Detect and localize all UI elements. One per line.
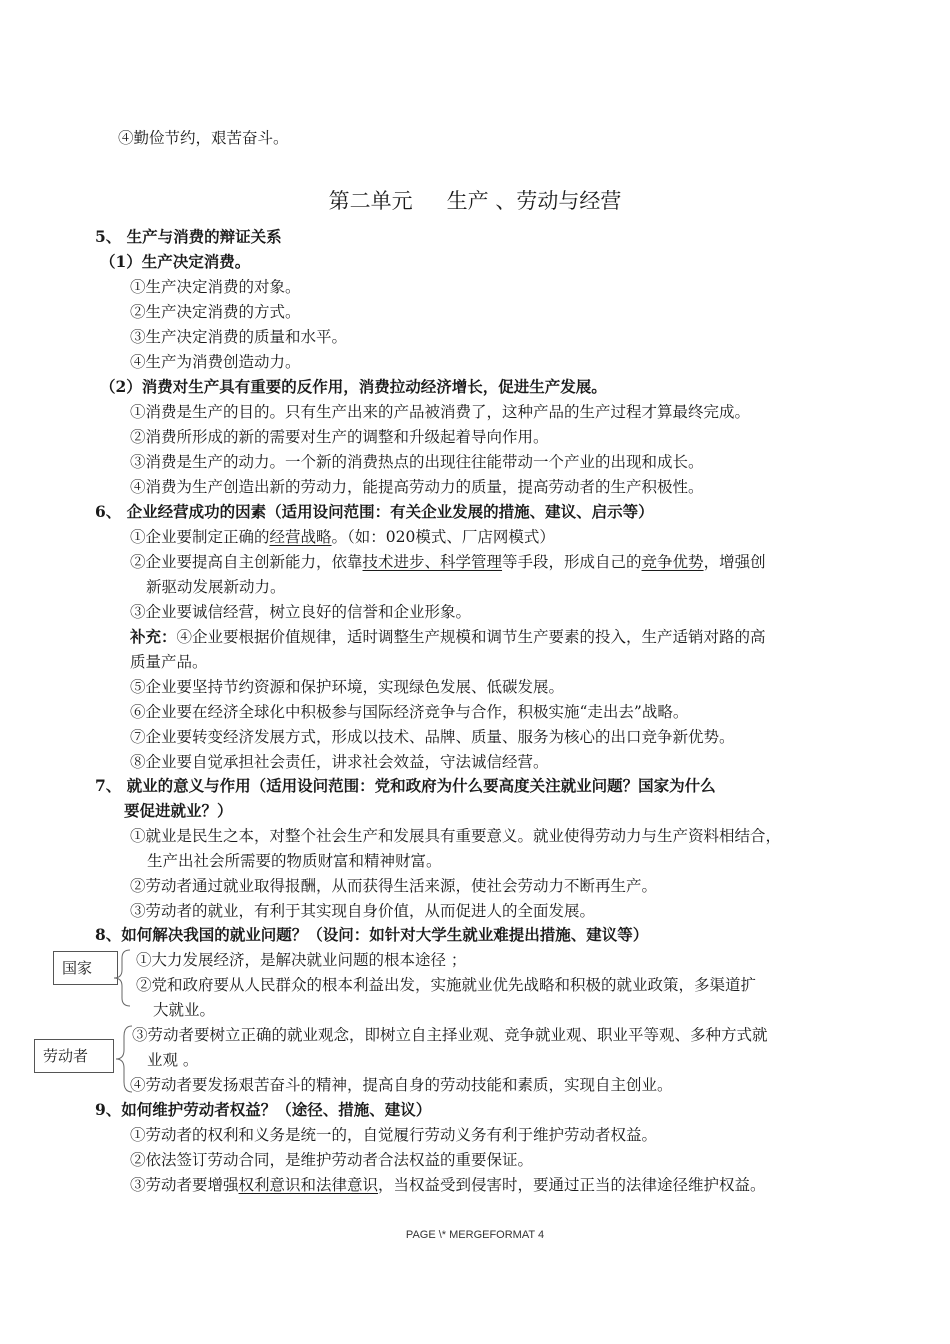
list-item: ②生产决定消费的方式。: [130, 303, 301, 321]
list-item: ④勤俭节约，艰苦奋斗。: [118, 129, 289, 147]
supplement-item: 补充：④企业要根据价值规律，适时调整生产规模和调节生产要素的投入，生产适销对路的高: [130, 627, 766, 646]
list-item-continuation: 新驱动发展新动力。: [146, 578, 286, 596]
underlined-term: 经营战略: [269, 528, 332, 546]
underlined-term: 权利意识和法律意识: [238, 1176, 379, 1194]
subheading: （1）生产决定消费。: [100, 252, 251, 271]
unit-number: 第二单元: [328, 189, 413, 213]
section-heading: 6、 企业经营成功的因素（适用设问范围：有关企业发展的措施、建议、启示等）: [95, 502, 654, 521]
section-heading-continuation: 要促进就业？）: [124, 801, 233, 820]
list-item: ②企业要提高自主创新能力，依靠技术进步、科学管理等手段，形成自己的竞争优势，增强创: [130, 553, 766, 571]
list-item-continuation: 质量产品。: [130, 653, 208, 671]
list-item: ①劳动者的权利和义务是统一的，自觉履行劳动义务有利于维护劳动者权益。: [130, 1126, 658, 1144]
underlined-term: 技术进步、科学管理: [362, 553, 503, 571]
list-item: ①大力发展经济，是解决就业问题的根本途径 ；: [136, 951, 467, 969]
list-item: ①就业是民生之本，对整个社会生产和发展具有重要意义。就业使得劳动力与生产资料相结合，: [130, 827, 782, 845]
list-item: ②依法签订劳动合同，是维护劳动者合法权益的重要保证。: [130, 1151, 534, 1169]
subheading: （2）消费对生产具有重要的反作用，消费拉动经济增长，促进生产发展。: [100, 377, 607, 396]
list-item: ③企业要诚信经营，树立良好的信誉和企业形象。: [130, 603, 472, 621]
list-item: ⑥企业要在经济全球化中积极参与国际经济竞争与合作，积极实施“走出去”战略。: [130, 703, 689, 721]
list-item-continuation: 生产出社会所需要的物质财富和精神财富。: [147, 852, 442, 870]
list-item: ⑧企业要自觉承担社会责任，讲求社会效益，守法诚信经营。: [130, 753, 549, 771]
section-heading: 9、如何维护劳动者权益？（途径、措施、建议）: [95, 1100, 432, 1119]
page-footer: PAGE \* MERGEFORMAT 4: [405, 1229, 545, 1241]
list-item: ④消费为生产创造出新的劳动力，能提高劳动力的质量，提高劳动者的生产积极性。: [130, 478, 704, 496]
list-item-continuation: 大就业。: [153, 1001, 216, 1019]
list-item: ⑦企业要转变经济发展方式，形成以技术、品牌、质量、服务为核心的出口竞争新优势。: [130, 728, 735, 746]
list-item: ①生产决定消费的对象。: [130, 278, 301, 296]
brace-country: [108, 948, 134, 1008]
list-item: ③消费是生产的动力。一个新的消费热点的出现往往能带动一个产业的出现和成长。: [130, 453, 704, 471]
list-item: ①企业要制定正确的经营战略。（如：020模式、厂店网模式）: [130, 528, 555, 546]
underlined-term: 竞争优势: [641, 553, 704, 571]
section-heading: 5、 生产与消费的辩证关系: [95, 227, 282, 246]
unit-name: 生产 、劳动与经营: [446, 189, 622, 213]
list-item: ③劳动者要增强权利意识和法律意识，当权益受到侵害时，要通过正当的法律途径维护权益。: [130, 1176, 766, 1194]
list-item: ③劳动者要树立正确的就业观念，即树立自主择业观、竞争就业观、职业平等观、多种方式就: [132, 1026, 768, 1044]
list-item: ⑤企业要坚持节约资源和保护环境，实现绿色发展、低碳发展。: [130, 678, 565, 696]
list-item: ③劳动者的就业，有利于其实现自身价值，从而促进人的全面发展。: [130, 902, 596, 920]
list-item: ②消费所形成的新的需要对生产的调整和升级起着导向作用。: [130, 428, 549, 446]
list-item: ②党和政府要从人民群众的根本利益出发，实施就业优先战略和积极的就业政策，多渠道扩: [136, 976, 757, 994]
supplement-label: 补充：: [130, 627, 177, 646]
label-box-country: 国家: [53, 951, 118, 985]
list-item: ④劳动者要发扬艰苦奋斗的精神，提高自身的劳动技能和素质，实现自主创业。: [130, 1076, 673, 1094]
page-title: [0, 188, 950, 214]
section-heading: 7、 就业的意义与作用（适用设问范围：党和政府为什么要高度关注就业问题？国家为什么: [95, 776, 716, 795]
section-heading: 8、如何解决我国的就业问题？（设问：如针对大学生就业难提出措施、建议等）: [95, 925, 649, 944]
list-item: ②劳动者通过就业取得报酬，从而获得生活来源，使社会劳动力不断再生产。: [130, 877, 658, 895]
list-item: ④生产为消费创造动力。: [130, 353, 301, 371]
list-item: ①消费是生产的目的。只有生产出来的产品被消费了，这种产品的生产过程才算最终完成。: [130, 403, 751, 421]
list-item: ③生产决定消费的质量和水平。: [130, 328, 348, 346]
label-box-worker: 劳动者: [34, 1039, 114, 1073]
list-item-continuation: 业观 。: [147, 1051, 199, 1069]
